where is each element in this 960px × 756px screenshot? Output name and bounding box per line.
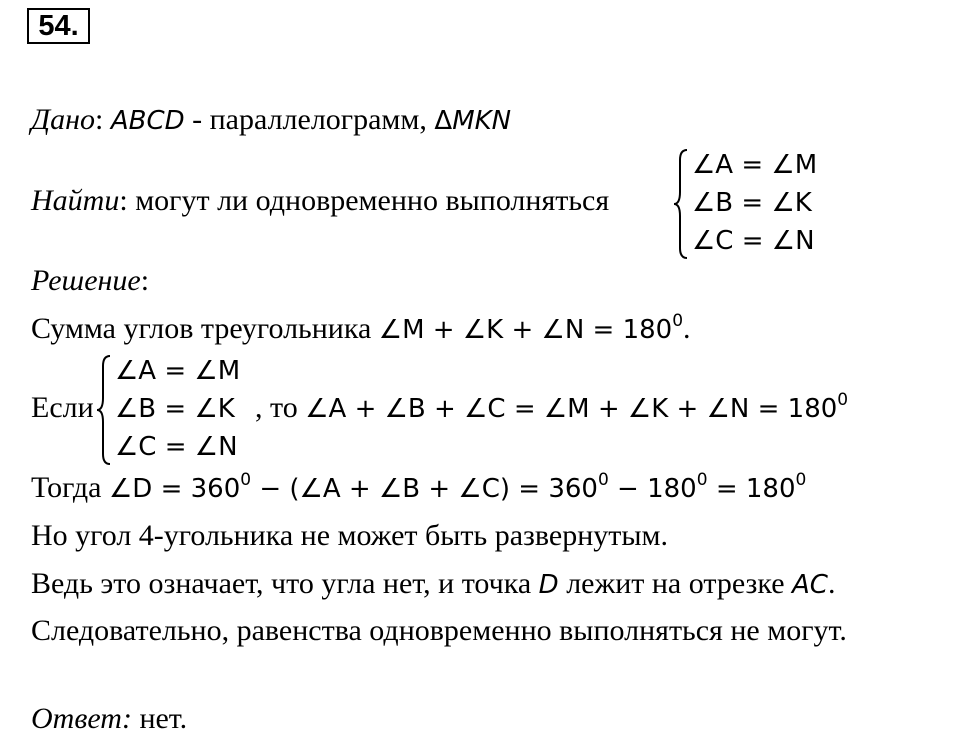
if-degree: 0 [837, 390, 849, 410]
find-conditions-system [672, 146, 842, 264]
means-segment: AC [792, 570, 828, 600]
then-degree-3: 0 [696, 470, 708, 490]
problem-number: 54. [27, 8, 90, 44]
answer-text: нет. [131, 702, 188, 735]
triangle-sum-text: Сумма углов треугольника [31, 312, 379, 345]
means-line [31, 567, 835, 602]
find-label: Найти [31, 184, 120, 217]
find-condition-1: ∠A = ∠M [692, 150, 818, 180]
then-degree-1: 0 [240, 470, 252, 490]
triangle-sum-math: ∠M + ∠K + ∠N = 180 [378, 315, 673, 345]
means-point: D [538, 570, 559, 600]
triangle-sum-degree: 0 [672, 311, 684, 331]
if-consequence [255, 391, 848, 429]
then-degree-4: 0 [795, 470, 807, 490]
then-math-3: − 180 [608, 474, 697, 504]
find-line [31, 184, 609, 218]
means-end: . [827, 567, 836, 600]
conclusion-line: Следовательно, равенства одновременно выполняться не могут. [31, 614, 847, 647]
if-word: Если [31, 391, 94, 424]
answer-line [31, 702, 187, 736]
answer-label: Ответ: [31, 702, 132, 735]
then-word: Тогда [31, 471, 109, 504]
means-text-1: Ведь это означает, что угла нет, и точка [31, 567, 539, 600]
then-math-1: ∠D = 360 [108, 474, 241, 504]
solution-label: Решение [31, 264, 141, 297]
left-brace-icon [672, 148, 690, 260]
if-condition-1: ∠A = ∠M [115, 356, 241, 386]
then-math-2: − (∠A + ∠B + ∠C) = 360 [251, 474, 598, 504]
solution-heading [31, 264, 149, 298]
find-colon: : [119, 184, 128, 217]
if-condition-3: ∠C = ∠N [115, 432, 238, 462]
if-condition-2: ∠B = ∠K [115, 394, 235, 424]
then-degree-2: 0 [597, 470, 609, 490]
find-condition-2: ∠B = ∠K [692, 188, 812, 218]
triangle-sum-line [31, 312, 691, 350]
given-text: - параллелограмм, [184, 103, 435, 136]
left-brace-icon [95, 354, 113, 466]
given-figure: ABCD [110, 106, 185, 136]
then-math-4: = 180 [707, 474, 796, 504]
given-triangle: MKN [452, 106, 512, 136]
find-condition-3: ∠C = ∠N [692, 226, 815, 256]
triangle-sum-end: . [683, 312, 691, 345]
means-text-2: лежит на отрезке [558, 567, 793, 600]
then-line [31, 471, 806, 509]
given-line [31, 103, 511, 138]
given-triangle-symbol: Δ [434, 106, 453, 136]
solution-colon: : [140, 264, 150, 297]
if-then-word: , то [255, 391, 306, 424]
find-text: могут ли одновременно выполняться [127, 184, 610, 217]
given-colon: : [94, 103, 104, 136]
not-straight-angle-line: Но угол 4-угольника не может быть развернутым. [31, 519, 669, 552]
if-math: ∠A + ∠B + ∠C = ∠M + ∠K + ∠N = 180 [305, 394, 838, 424]
given-label: Дано [31, 103, 95, 136]
